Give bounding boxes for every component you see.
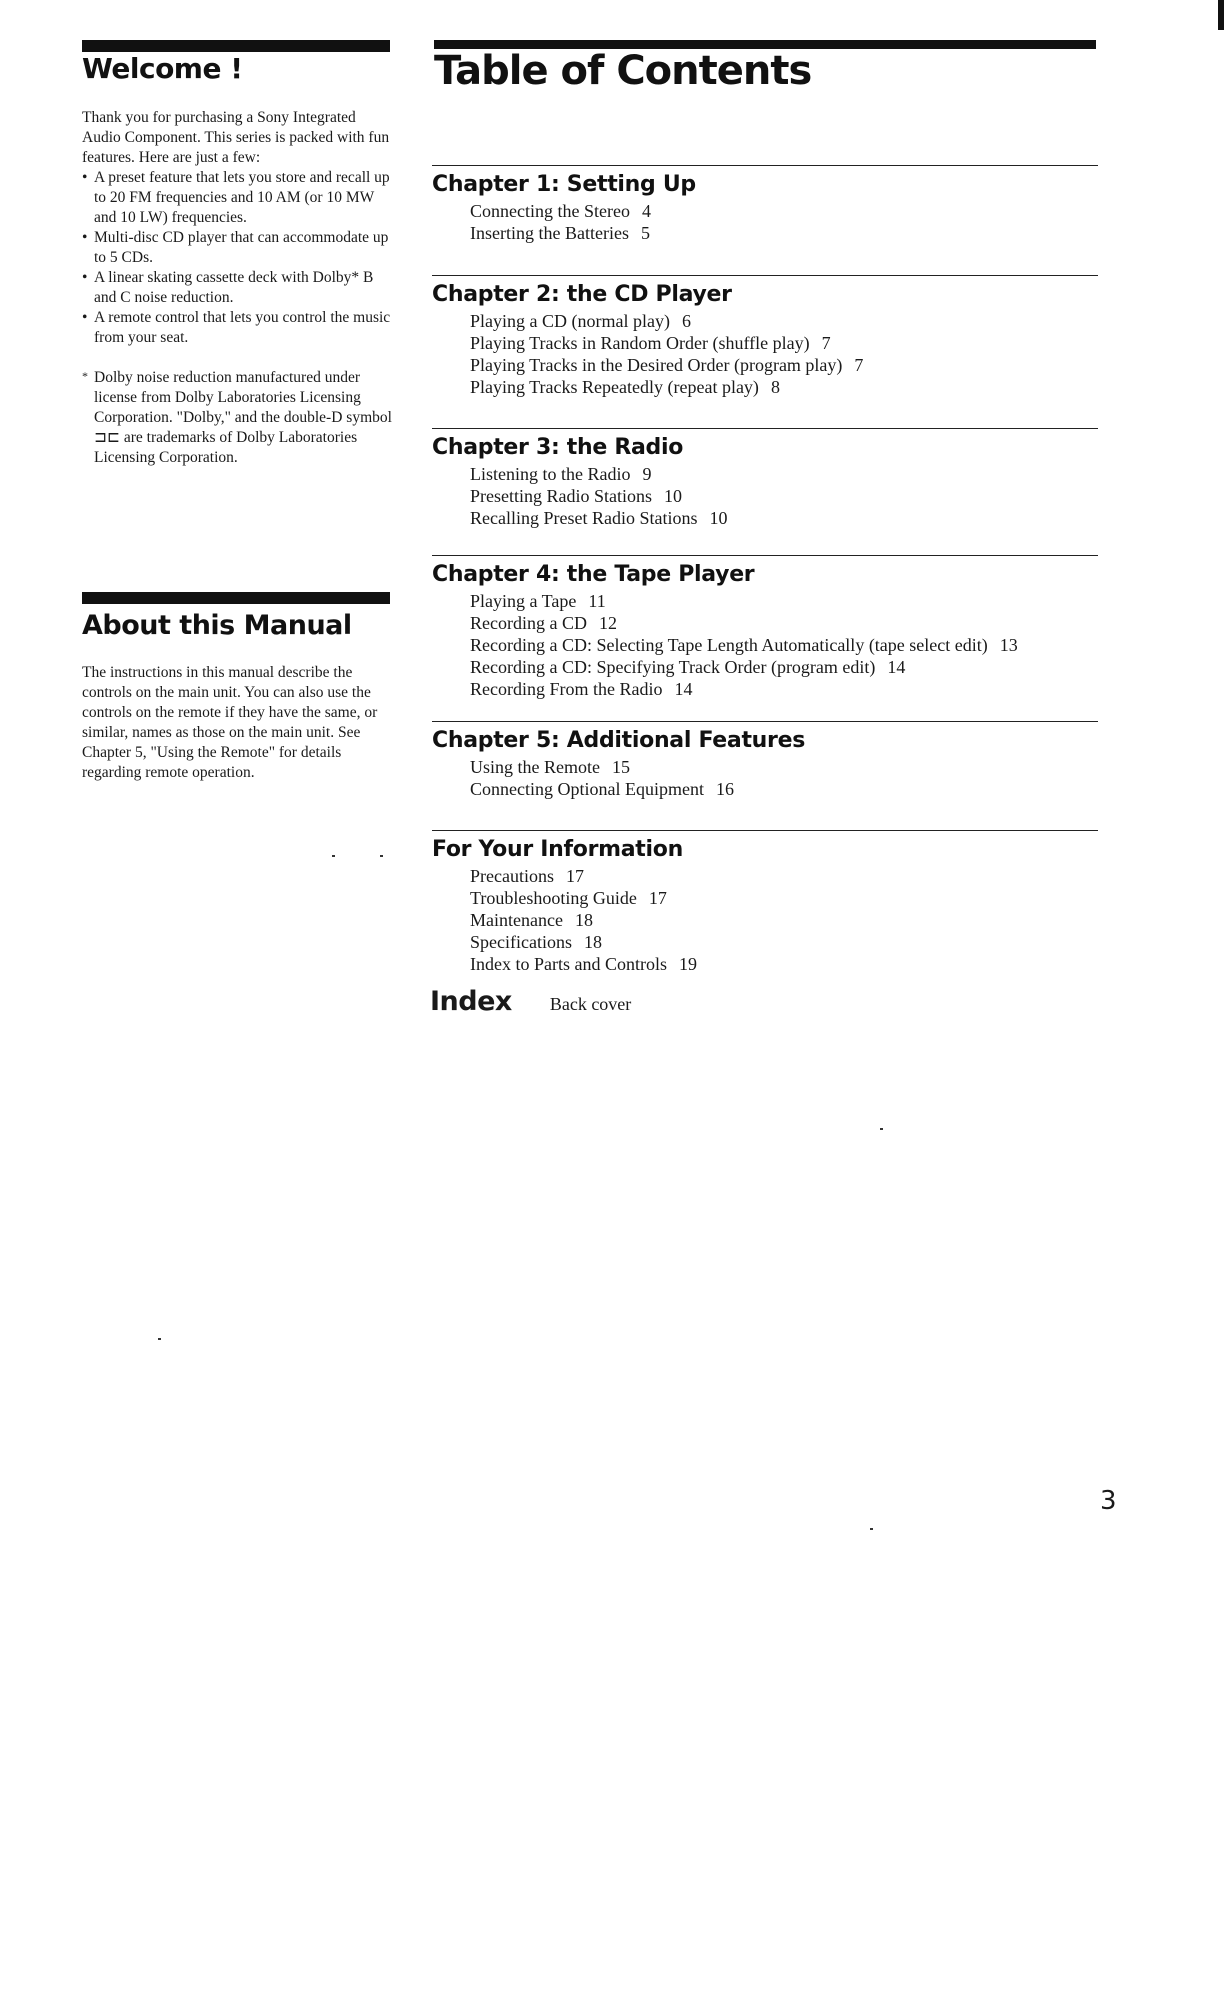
list-item: • Multi-disc CD player that can accommodate up to 5 CDs. [82,228,392,268]
entry-label: Presetting Radio Stations [470,486,652,506]
scan-speck [870,1528,873,1530]
toc-entry[interactable] [470,678,1098,700]
entry-label: Playing a CD (normal play) [470,311,670,331]
chapter-entries [432,200,1098,244]
index-location: Back cover [549,994,632,1014]
entry-label: Recording From the Radio [470,679,663,699]
entry-label: Recording a CD: Specifying Track Order (program edit) [470,657,876,677]
entry-page: 10 [664,486,682,506]
entry-page: 17 [648,888,667,908]
entry-label: Listening to the Radio [470,464,631,484]
toc-entry[interactable] [470,485,1098,507]
scan-speck [880,1128,883,1130]
chapter-entries [432,310,1098,398]
entry-label: Specifications [470,932,572,952]
toc-chapter-4 [432,555,1098,700]
feature-list [82,168,392,348]
toc-entry[interactable] [470,656,1098,678]
welcome-intro: Thank you for purchasing a Sony Integrated Audio Component. This series is packed with fun features. Here are just a few: [82,109,390,166]
about-rule [82,592,390,604]
entry-label: Playing Tracks Repeatedly (repeat play) [470,377,759,397]
entry-page: 6 [681,311,691,331]
chapter-entries [432,463,1098,529]
entry-page: 5 [640,223,650,243]
entry-page: 14 [674,679,693,699]
scan-speck [380,855,383,857]
toc-entry[interactable] [470,463,1098,485]
about-heading: About this Manual [82,610,352,641]
entry-label: Maintenance [470,910,563,930]
footnote-text: Dolby noise reduction manufactured under license from Dolby Laboratories Licensing Corporation. "Dolby," and the double-D symbol ⊐⊏ are trademarks of Dolby Laboratories Licensing Corporation. [94,369,392,466]
entry-page: 13 [999,635,1018,655]
entry-label: Playing a Tape [470,591,577,611]
toc-entry[interactable] [470,507,1098,529]
chapter-entries [432,865,1098,975]
toc-entry[interactable] [470,953,1098,975]
entry-page: 8 [770,377,780,397]
toc-heading: Table of Contents [434,48,812,94]
entry-label: Connecting Optional Equipment [470,779,704,799]
dolby-footnote [82,368,392,468]
list-item: • A remote control that lets you control the music from your seat. [82,308,392,348]
entry-page: 9 [642,464,652,484]
entry-page: 15 [611,757,630,777]
toc-chapter-1 [432,165,1098,244]
toc-entry[interactable] [470,376,1098,398]
entry-label: Index to Parts and Controls [470,954,667,974]
scan-speck [158,1338,161,1340]
footnote-mark: * [82,369,88,383]
toc-entry[interactable] [470,332,1098,354]
scan-edge-mark [1218,0,1224,30]
entry-label: Inserting the Batteries [470,223,629,243]
entry-page: 12 [598,613,617,633]
entry-label: Recording a CD [470,613,587,633]
chapter-heading: Chapter 5: Additional Features [432,728,806,753]
entry-label: Recording a CD: Selecting Tape Length Automatically (tape select edit) [470,635,988,655]
entry-label: Playing Tracks in the Desired Order (program play) [470,355,843,375]
entry-page: 14 [887,657,906,677]
welcome-heading: Welcome ! [82,52,243,85]
entry-page: 4 [641,201,651,221]
chapter-heading: Chapter 1: Setting Up [432,172,696,197]
entry-label: Using the Remote [470,757,600,777]
toc-chapter-5 [432,721,1098,800]
entry-page: 11 [588,591,606,611]
list-item: • A linear skating cassette deck with Dolby* B and C noise reduction. [82,268,392,308]
entry-label: Troubleshooting Guide [470,888,637,908]
toc-entry[interactable] [470,590,1098,612]
entry-page: 17 [565,866,584,886]
entry-label: Recalling Preset Radio Stations [470,508,698,528]
welcome-rule [82,40,390,52]
toc-entry[interactable] [470,354,1098,376]
chapter-heading: For Your Information [432,837,683,862]
toc-entry[interactable] [470,931,1098,953]
toc-for-your-information [432,830,1098,975]
entry-page: 7 [854,355,864,375]
scan-speck [332,855,335,857]
toc-entry[interactable] [470,200,1098,222]
toc-entry[interactable] [470,612,1098,634]
entry-label: Playing Tracks in Random Order (shuffle play) [470,333,810,353]
toc-entry[interactable] [470,865,1098,887]
toc-entry[interactable] [470,222,1098,244]
toc-entry[interactable] [470,634,1098,656]
toc-chapter-2 [432,275,1098,398]
chapter-entries [432,590,1098,700]
list-item: • A preset feature that lets you store and recall up to 20 FM frequencies and 10 AM (or 10 MW and 10 LW) frequencies. [82,168,392,228]
entry-page: 16 [715,779,734,799]
toc-entry[interactable] [470,756,1098,778]
page-number: 3 [1100,1486,1117,1516]
entry-label: Precautions [470,866,554,886]
chapter-entries [432,756,1098,800]
entry-page: 19 [678,954,697,974]
entry-page: 18 [583,932,602,952]
toc-entry[interactable] [470,310,1098,332]
chapter-heading: Chapter 2: the CD Player [432,282,732,307]
toc-entry[interactable] [470,909,1098,931]
index-heading: Index [430,986,512,1017]
chapter-heading: Chapter 3: the Radio [432,435,684,460]
welcome-body [82,108,392,468]
entry-label: Connecting the Stereo [470,201,630,221]
entry-page: 18 [574,910,593,930]
toc-index[interactable] [430,986,631,1017]
about-body: The instructions in this manual describe the controls on the main unit. You can also use the controls on the remote if they have the same, or similar, names as those on the main unit. See Chapter 5, "Using the Remote" for details regarding remote operation. [82,664,378,781]
entry-page: 7 [821,333,831,353]
entry-page: 10 [709,508,728,528]
toc-entry[interactable] [470,887,1098,909]
toc-chapter-3 [432,428,1098,529]
chapter-heading: Chapter 4: the Tape Player [432,562,755,587]
toc-entry[interactable] [470,778,1098,800]
